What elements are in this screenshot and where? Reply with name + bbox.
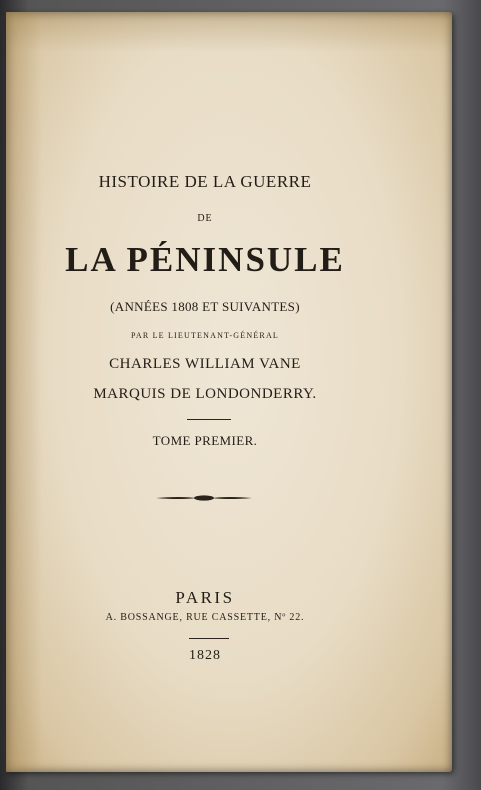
- title-line-2: DE: [197, 213, 213, 224]
- author-prefix: PAR LE LIEUTENANT-GÉNÉRAL: [130, 331, 280, 340]
- title-line-1: HISTOIRE DE LA GUERRE: [98, 172, 312, 191]
- imprint-city: PARIS: [175, 588, 235, 607]
- ornament-icon: [156, 492, 252, 504]
- author-title: MARQUIS DE LONDONDERRY.: [93, 386, 317, 402]
- divider-rule: [189, 638, 229, 639]
- divider-rule: [187, 419, 231, 420]
- years-subtitle: (ANNÉES 1808 ET SUIVANTES): [110, 299, 300, 314]
- main-title: LA PÉNINSULE: [65, 240, 345, 279]
- book-title-page: [6, 12, 452, 772]
- volume-label: TOME PREMIER.: [152, 433, 258, 448]
- imprint-publisher: A. BOSSANGE, RUE CASSETTE, Nº 22.: [105, 612, 305, 623]
- author-name: CHARLES WILLIAM VANE: [109, 356, 301, 372]
- imprint-year: 1828: [189, 648, 221, 663]
